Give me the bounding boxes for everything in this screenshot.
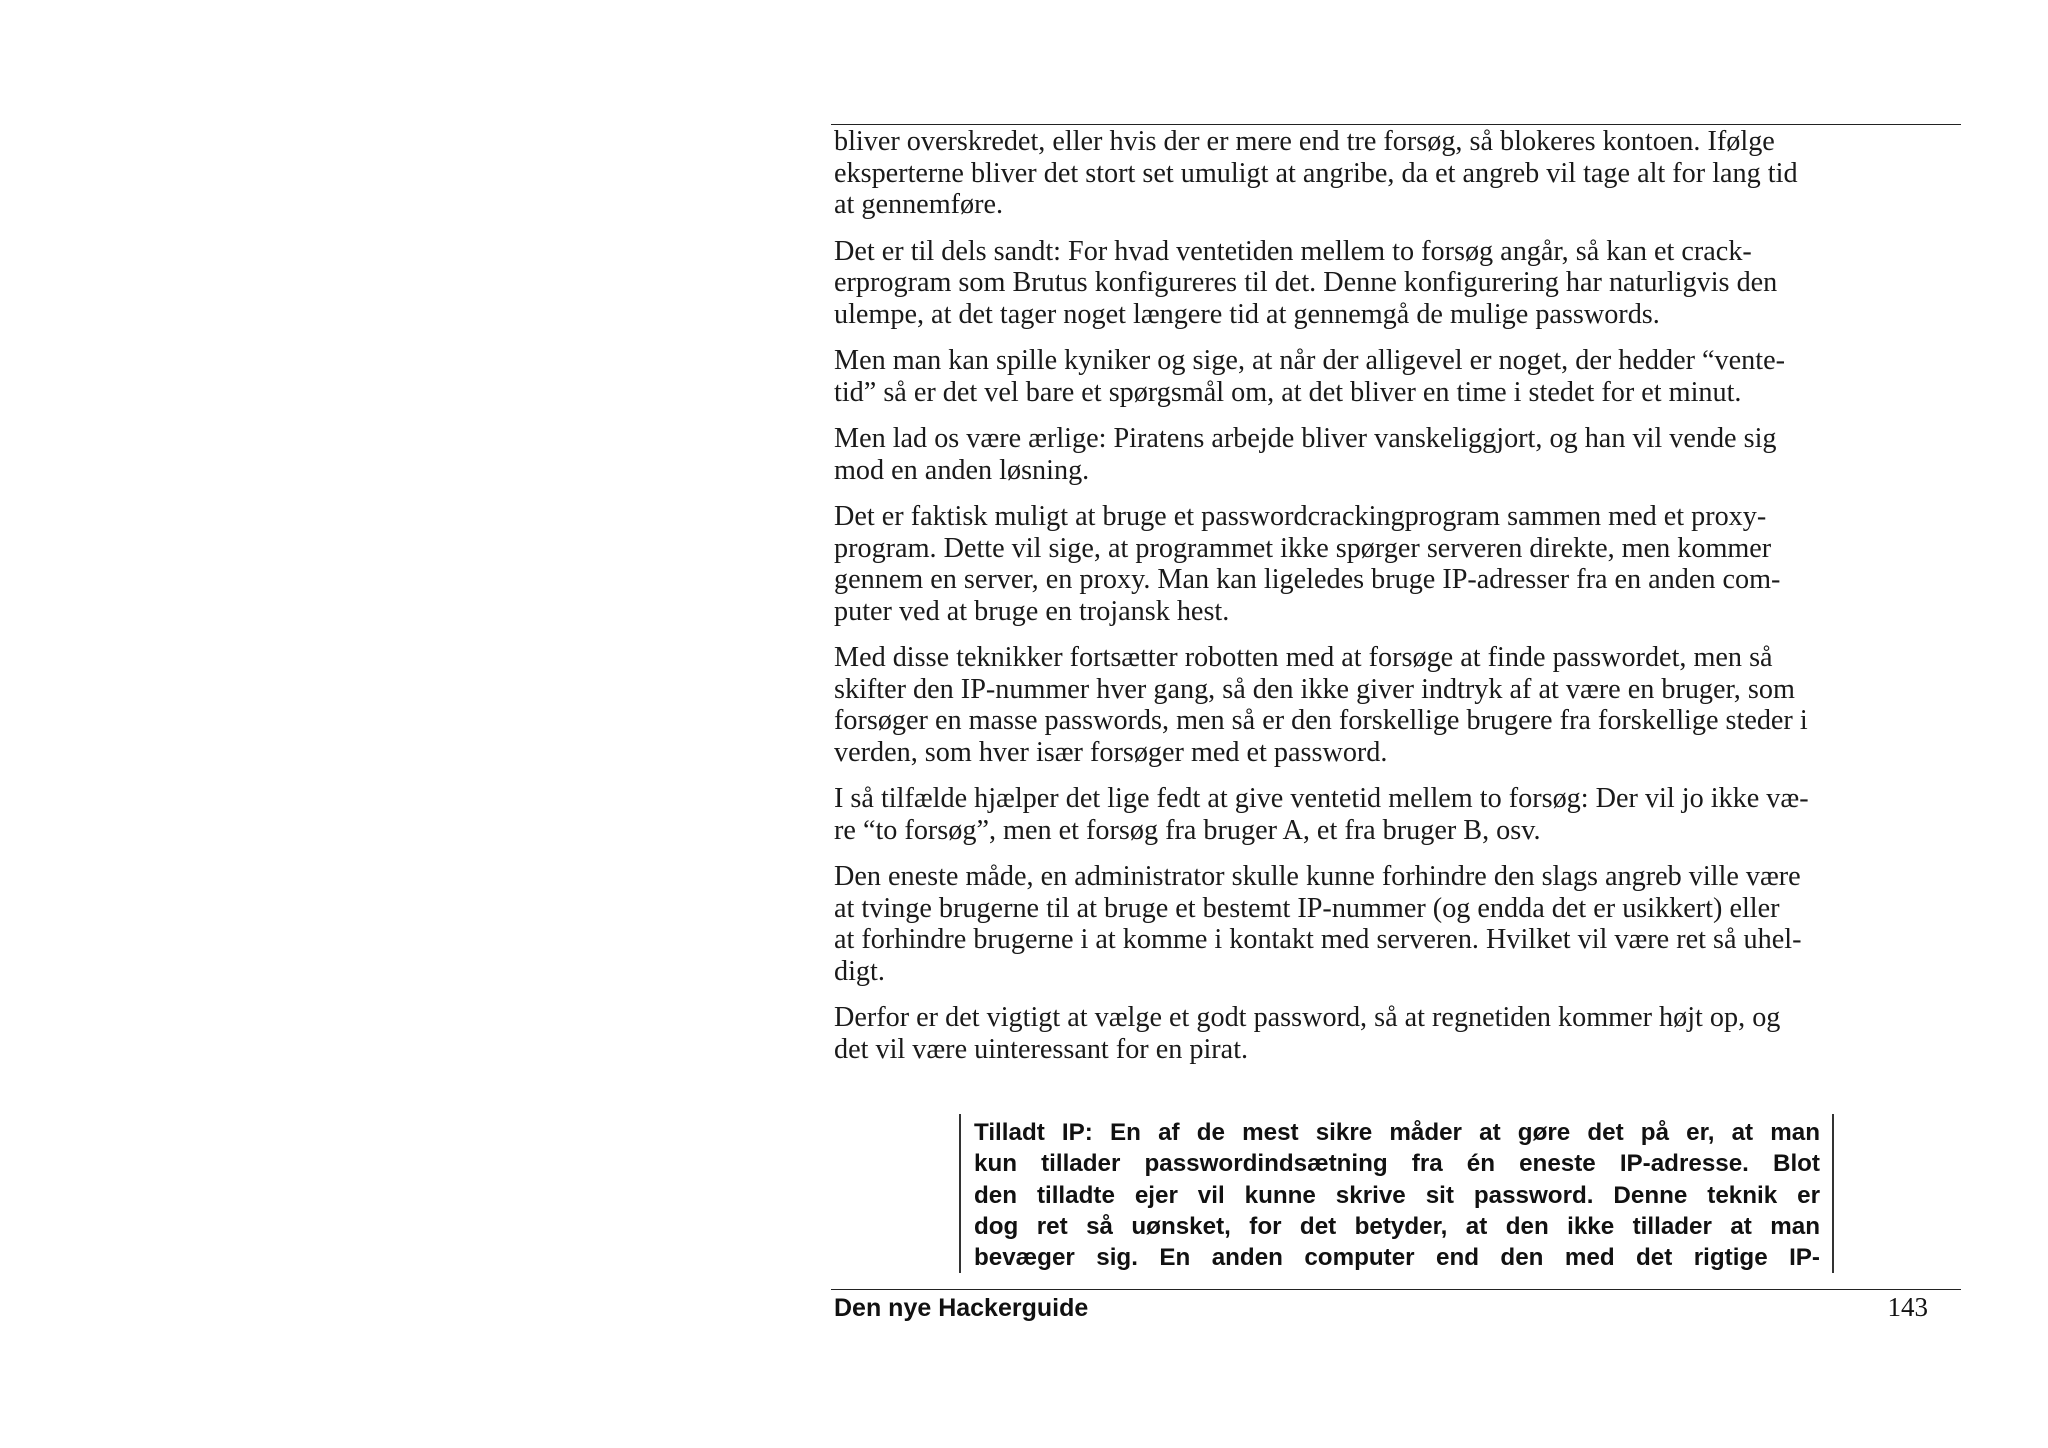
text-line: gennem en server, en proxy. Man kan ligeledes bruge IP-adresser fra en anden com- [834,564,1781,595]
sidebar-line: dog ret så uønsket, for det betyder, at den ikke tillader at man [974,1212,1820,1240]
text-line: Den eneste måde, en administrator skulle kunne forhindre den slags angreb ville være [834,861,1801,892]
sidebar-line: kun tillader passwordindsætning fra én eneste IP-adresse. Blot [974,1150,1820,1178]
body-paragraph [834,501,1958,627]
body-paragraph [834,236,1958,331]
sidebar-line: den tilladte ejer vil kunne skrive sit password. Denne teknik er [974,1181,1820,1209]
text-line: forsøger en masse passwords, men så er den forskellige brugere fra forskellige steder i [834,705,1808,736]
text-line: Men man kan spille kyniker og sige, at når der alligevel er noget, der hedder “vente- [834,345,1785,376]
body-paragraph [834,345,1958,408]
text-line: at gennemføre. [834,189,1004,220]
body-paragraph [834,783,1958,846]
text-line: verden, som hver især forsøger med et password. [834,736,1388,768]
text-line: ulempe, at det tager noget længere tid at gennemgå de mulige passwords. [834,298,1660,330]
text-line: Men lad os være ærlige: Piratens arbejde bliver vanskeliggjort, og han vil vende sig [834,423,1777,454]
sidebar-line: Tilladt IP: En af de mest sikre måder at gøre det på er, at man [974,1119,1820,1146]
body-paragraph [834,423,1958,486]
text-line: Med disse teknikker fortsætter robotten med at forsøge at finde passwordet, men så [834,642,1773,673]
text-line: Det er til dels sandt: For hvad ventetiden mellem to forsøg angår, så kan et crack- [834,235,1752,267]
text-line: at forhindre brugerne i at komme i kontakt med serveren. Hvilket vil være ret så uhel- [834,924,1802,955]
text-line: program. Dette vil sige, at programmet ikke spørger serveren direkte, men kommer [834,532,1772,564]
text-line: digt. [834,955,885,987]
sidebar-note [959,1114,1834,1273]
text-line: eksperterne bliver det stort set umuligt at angribe, da et angreb vil tage alt for lang tid [834,157,1798,189]
body-paragraph [834,1002,1958,1065]
body-text [834,126,1958,1080]
text-line: bliver overskredet, eller hvis der er mere end tre forsøg, så blokeres kontoen. Ifølge [834,126,1775,157]
body-paragraph [834,642,1958,768]
page-number: 143 [1887,1292,1928,1322]
text-line: at tvinge brugerne til at bruge et bestemt IP-nummer (og endda det er usikkert) eller [834,892,1780,924]
body-paragraph [834,126,1958,221]
text-line: I så tilfælde hjælper det lige fedt at give ventetid mellem to forsøg: Der vil jo ikke væ- [834,783,1809,814]
text-line: tid” så er det vel bare et spørgsmål om, at det bliver en time i stedet for et minut. [834,376,1742,408]
header-rule [831,124,1961,125]
text-line: puter ved at bruge en trojansk hest. [834,595,1230,627]
text-line: det vil være uinteressant for en pirat. [834,1033,1249,1065]
text-line: Det er faktisk muligt at bruge et passwordcrackingprogram sammen med et proxy- [834,501,1767,532]
text-line: re “to forsøg”, men et forsøg fra bruger A, et fra bruger B, osv. [834,814,1541,846]
footer-rule [831,1289,1961,1290]
sidebar-line: bevæger sig. En anden computer end den med det rigtige IP- [974,1244,1820,1272]
text-line: erprogram som Brutus konfigureres til det. Denne konfigurering har naturligvis den [834,267,1778,298]
text-line: skifter den IP-nummer hver gang, så den ikke giver indtryk af at være en bruger, som [834,673,1795,705]
text-line: Derfor er det vigtigt at vælge et godt password, så at regnetiden kommer højt op, og [834,1002,1781,1033]
footer-book-title: Den nye Hackerguide [834,1294,1089,1322]
text-line: mod en anden løsning. [834,454,1090,486]
body-paragraph [834,861,1958,987]
